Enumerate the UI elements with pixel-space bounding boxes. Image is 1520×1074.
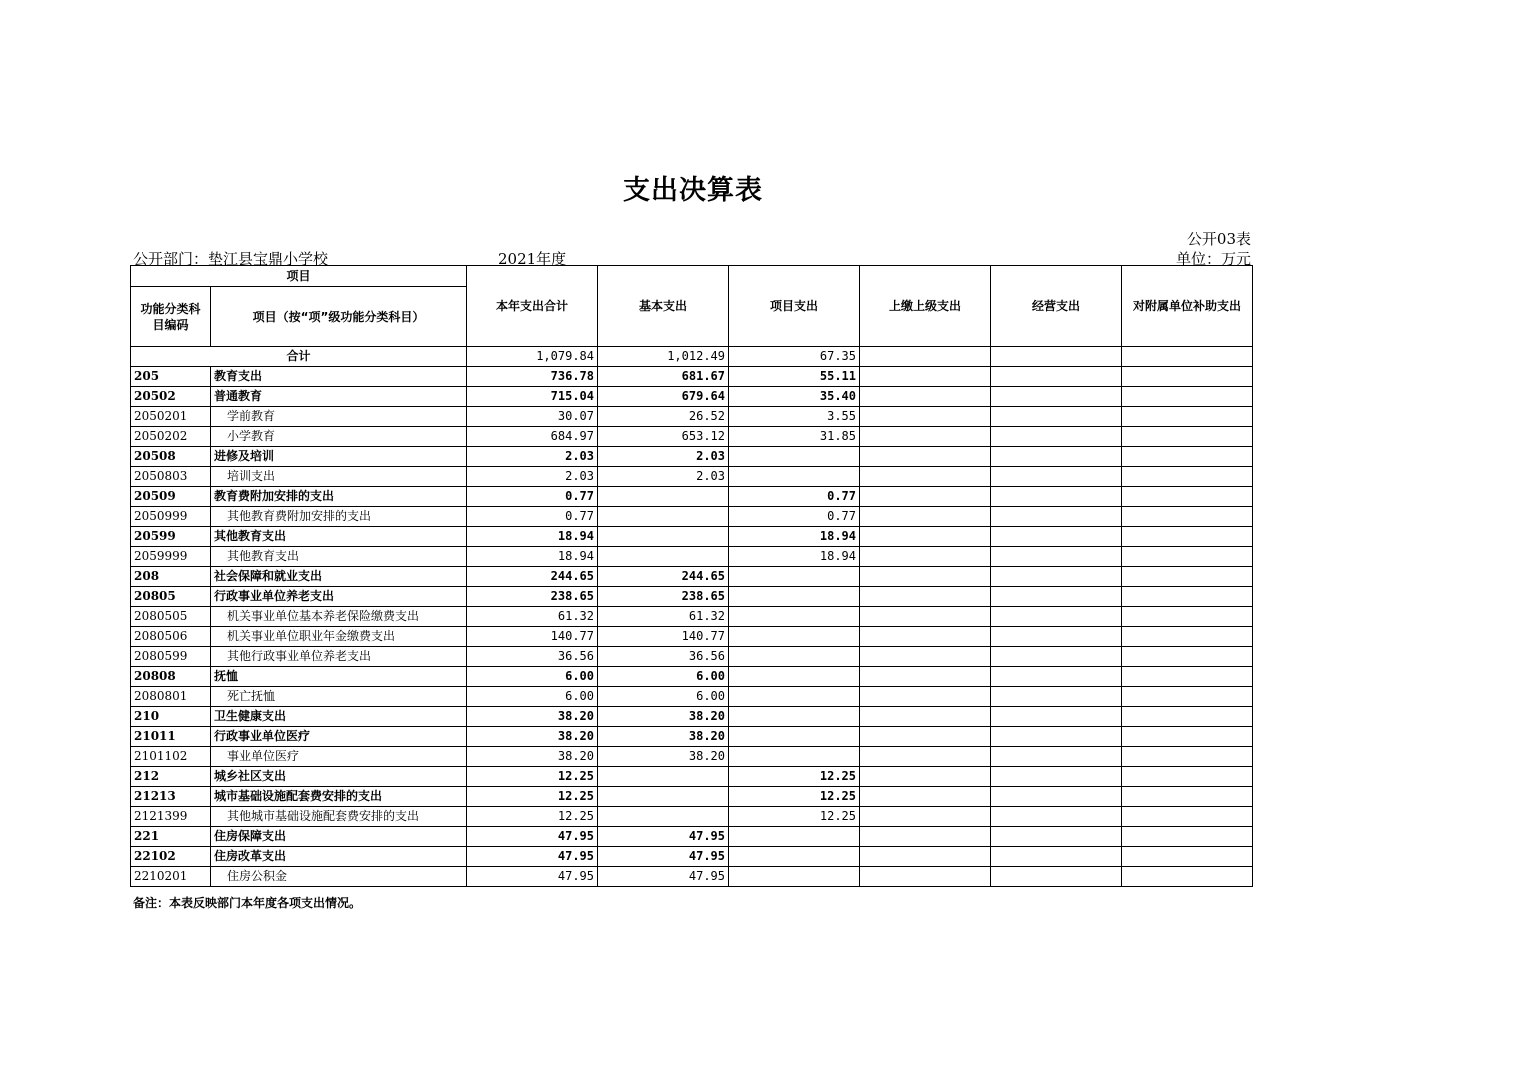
name-cell: 机关事业单位基本养老保险缴费支出: [211, 607, 467, 627]
name-cell: 教育费附加安排的支出: [211, 487, 467, 507]
code-cell: 2080599: [131, 647, 211, 667]
subsidy-cell: [1122, 507, 1253, 527]
name-cell: 卫生健康支出: [211, 707, 467, 727]
table-row: [131, 427, 1253, 447]
upper-cell: [860, 467, 991, 487]
business-cell: [991, 447, 1122, 467]
business-cell: [991, 607, 1122, 627]
subsidy-cell: [1122, 827, 1253, 847]
basic-cell: 38.20: [598, 707, 729, 727]
code-cell: 20808: [131, 667, 211, 687]
business-cell: [991, 747, 1122, 767]
header-name: 项目（按“项”级功能分类科目）: [211, 287, 467, 347]
item-cell: [729, 567, 860, 587]
basic-cell: 36.56: [598, 647, 729, 667]
name-cell: 其他教育费附加安排的支出: [211, 507, 467, 527]
item-cell: 0.77: [729, 507, 860, 527]
header-subsidy: 对附属单位补助支出: [1122, 266, 1253, 347]
subsidy-cell: [1122, 527, 1253, 547]
subsidy-cell: [1122, 767, 1253, 787]
name-cell: 小学教育: [211, 427, 467, 447]
total-cell: 12.25: [467, 767, 598, 787]
code-cell: 20509: [131, 487, 211, 507]
subsidy-cell: [1122, 687, 1253, 707]
upper-cell: [860, 807, 991, 827]
table-row: [131, 387, 1253, 407]
item-cell: 12.25: [729, 787, 860, 807]
table-row: [131, 727, 1253, 747]
subsidy-cell: [1122, 587, 1253, 607]
business-cell: [991, 367, 1122, 387]
upper-cell: [860, 487, 991, 507]
table-row: [131, 567, 1253, 587]
upper-cell: [860, 847, 991, 867]
name-cell: 其他行政事业单位养老支出: [211, 647, 467, 667]
business-cell: [991, 727, 1122, 747]
upper-cell: [860, 827, 991, 847]
header-code: 功能分类科目编码: [131, 287, 211, 347]
basic-cell: [598, 547, 729, 567]
subsidy-cell: [1122, 707, 1253, 727]
upper-cell: [860, 387, 991, 407]
name-cell: 机关事业单位职业年金缴费支出: [211, 627, 467, 647]
code-cell: 2080801: [131, 687, 211, 707]
item-cell: [729, 727, 860, 747]
code-cell: 20599: [131, 527, 211, 547]
subsidy-cell: [1122, 607, 1253, 627]
table-row: [131, 767, 1253, 787]
basic-cell: 47.95: [598, 827, 729, 847]
basic-cell: 6.00: [598, 687, 729, 707]
total-cell: 6.00: [467, 687, 598, 707]
name-cell: 其他教育支出: [211, 547, 467, 567]
business-cell: [991, 527, 1122, 547]
name-cell: 城市基础设施配套费安排的支出: [211, 787, 467, 807]
subsidy-cell: [1122, 847, 1253, 867]
item-cell: [729, 647, 860, 667]
basic-cell: [598, 807, 729, 827]
subsidy-cell: [1122, 467, 1253, 487]
basic-cell: [598, 527, 729, 547]
code-cell: 205: [131, 367, 211, 387]
total-cell: 715.04: [467, 387, 598, 407]
item-cell: [729, 847, 860, 867]
table-row: [131, 547, 1253, 567]
table-row: [131, 447, 1253, 467]
name-cell: 行政事业单位养老支出: [211, 587, 467, 607]
code-cell: 2121399: [131, 807, 211, 827]
code-cell: 221: [131, 827, 211, 847]
total-upper: [860, 347, 991, 367]
business-cell: [991, 467, 1122, 487]
total-cell: 38.20: [467, 707, 598, 727]
upper-cell: [860, 747, 991, 767]
upper-cell: [860, 427, 991, 447]
item-cell: [729, 867, 860, 887]
unit-label: 单位：万元: [1175, 250, 1251, 268]
code-cell: 2080505: [131, 607, 211, 627]
subsidy-cell: [1122, 387, 1253, 407]
total-cell: 38.20: [467, 727, 598, 747]
business-cell: [991, 787, 1122, 807]
code-cell: 21213: [131, 787, 211, 807]
item-cell: [729, 607, 860, 627]
code-cell: 20805: [131, 587, 211, 607]
name-cell: 住房公积金: [211, 867, 467, 887]
upper-cell: [860, 547, 991, 567]
basic-cell: [598, 487, 729, 507]
total-item: 67.35: [729, 347, 860, 367]
total-cell: 2.03: [467, 447, 598, 467]
name-cell: 社会保障和就业支出: [211, 567, 467, 587]
item-cell: [729, 687, 860, 707]
code-cell: 21011: [131, 727, 211, 747]
name-cell: 进修及培训: [211, 447, 467, 467]
business-cell: [991, 567, 1122, 587]
basic-cell: 653.12: [598, 427, 729, 447]
item-cell: [729, 447, 860, 467]
department-label: 公开部门：垫江县宝鼎小学校: [133, 250, 329, 268]
year-label: 2021年度: [498, 250, 567, 268]
upper-cell: [860, 527, 991, 547]
business-cell: [991, 647, 1122, 667]
business-cell: [991, 587, 1122, 607]
table-row: [131, 747, 1253, 767]
form-number: 公开03表: [1186, 230, 1251, 248]
page-title: 支出决算表: [623, 175, 763, 206]
upper-cell: [860, 767, 991, 787]
upper-cell: [860, 727, 991, 747]
header-business: 经营支出: [991, 266, 1122, 347]
subsidy-cell: [1122, 747, 1253, 767]
total-cell: 0.77: [467, 507, 598, 527]
subsidy-cell: [1122, 487, 1253, 507]
item-cell: 3.55: [729, 407, 860, 427]
total-cell: 12.25: [467, 787, 598, 807]
table-row: [131, 667, 1253, 687]
name-cell: 其他城市基础设施配套费安排的支出: [211, 807, 467, 827]
table-row: [131, 807, 1253, 827]
upper-cell: [860, 627, 991, 647]
upper-cell: [860, 667, 991, 687]
total-cell: 47.95: [467, 867, 598, 887]
item-cell: 55.11: [729, 367, 860, 387]
upper-cell: [860, 407, 991, 427]
table-row: [131, 487, 1253, 507]
business-cell: [991, 627, 1122, 647]
upper-cell: [860, 567, 991, 587]
code-cell: 2080506: [131, 627, 211, 647]
item-cell: [729, 707, 860, 727]
basic-cell: [598, 767, 729, 787]
table-row: [131, 707, 1253, 727]
upper-cell: [860, 607, 991, 627]
total-cell: 38.20: [467, 747, 598, 767]
name-cell: 死亡抚恤: [211, 687, 467, 707]
item-cell: [729, 747, 860, 767]
header-total: 本年支出合计: [467, 266, 598, 347]
code-cell: 212: [131, 767, 211, 787]
total-cell: 2.03: [467, 467, 598, 487]
code-cell: 2210201: [131, 867, 211, 887]
business-cell: [991, 807, 1122, 827]
total-cell: 6.00: [467, 667, 598, 687]
basic-cell: 38.20: [598, 727, 729, 747]
name-cell: 抚恤: [211, 667, 467, 687]
basic-cell: 38.20: [598, 747, 729, 767]
business-cell: [991, 687, 1122, 707]
basic-cell: 679.64: [598, 387, 729, 407]
business-cell: [991, 827, 1122, 847]
basic-cell: 47.95: [598, 867, 729, 887]
total-cell: 47.95: [467, 827, 598, 847]
table-row: [131, 527, 1253, 547]
business-cell: [991, 387, 1122, 407]
table-row: [131, 367, 1253, 387]
business-cell: [991, 867, 1122, 887]
code-cell: 20508: [131, 447, 211, 467]
business-cell: [991, 767, 1122, 787]
upper-cell: [860, 447, 991, 467]
total-total: 1,079.84: [467, 347, 598, 367]
basic-cell: 47.95: [598, 847, 729, 867]
subsidy-cell: [1122, 567, 1253, 587]
code-cell: 2050803: [131, 467, 211, 487]
business-cell: [991, 487, 1122, 507]
table-row: [131, 587, 1253, 607]
header-item: 项目支出: [729, 266, 860, 347]
name-cell: 行政事业单位医疗: [211, 727, 467, 747]
code-cell: 2050999: [131, 507, 211, 527]
table-row: [131, 827, 1253, 847]
business-cell: [991, 547, 1122, 567]
item-cell: [729, 667, 860, 687]
code-cell: 22102: [131, 847, 211, 867]
basic-cell: [598, 787, 729, 807]
subsidy-cell: [1122, 627, 1253, 647]
item-cell: 31.85: [729, 427, 860, 447]
basic-cell: 681.67: [598, 367, 729, 387]
upper-cell: [860, 707, 991, 727]
table-row: [131, 407, 1253, 427]
total-basic: 1,012.49: [598, 347, 729, 367]
table-row: [131, 687, 1253, 707]
code-cell: 2050202: [131, 427, 211, 447]
item-cell: 35.40: [729, 387, 860, 407]
basic-cell: 26.52: [598, 407, 729, 427]
name-cell: 培训支出: [211, 467, 467, 487]
header-project: 项目: [131, 266, 467, 287]
total-cell: 30.07: [467, 407, 598, 427]
total-label: 合计: [131, 347, 467, 367]
name-cell: 教育支出: [211, 367, 467, 387]
total-cell: 18.94: [467, 527, 598, 547]
basic-cell: 61.32: [598, 607, 729, 627]
subsidy-cell: [1122, 787, 1253, 807]
upper-cell: [860, 367, 991, 387]
subsidy-cell: [1122, 667, 1253, 687]
table-row: [131, 867, 1253, 887]
upper-cell: [860, 647, 991, 667]
table-row: [131, 507, 1253, 527]
table-row: [131, 787, 1253, 807]
table-row: [131, 847, 1253, 867]
total-row: [131, 347, 1253, 367]
total-cell: 140.77: [467, 627, 598, 647]
name-cell: 普通教育: [211, 387, 467, 407]
code-cell: 210: [131, 707, 211, 727]
header-upper: 上缴上级支出: [860, 266, 991, 347]
subsidy-cell: [1122, 427, 1253, 447]
total-cell: 244.65: [467, 567, 598, 587]
basic-cell: 140.77: [598, 627, 729, 647]
name-cell: 学前教育: [211, 407, 467, 427]
subsidy-cell: [1122, 867, 1253, 887]
total-business: [991, 347, 1122, 367]
business-cell: [991, 667, 1122, 687]
total-cell: 12.25: [467, 807, 598, 827]
code-cell: 2059999: [131, 547, 211, 567]
total-cell: 18.94: [467, 547, 598, 567]
total-cell: 736.78: [467, 367, 598, 387]
total-cell: 0.77: [467, 487, 598, 507]
item-cell: 12.25: [729, 807, 860, 827]
subsidy-cell: [1122, 447, 1253, 467]
business-cell: [991, 847, 1122, 867]
table-row: [131, 627, 1253, 647]
basic-cell: 238.65: [598, 587, 729, 607]
business-cell: [991, 427, 1122, 447]
basic-cell: 2.03: [598, 447, 729, 467]
total-cell: 47.95: [467, 847, 598, 867]
item-cell: 0.77: [729, 487, 860, 507]
name-cell: 其他教育支出: [211, 527, 467, 547]
subsidy-cell: [1122, 807, 1253, 827]
item-cell: [729, 627, 860, 647]
item-cell: 18.94: [729, 547, 860, 567]
total-cell: 684.97: [467, 427, 598, 447]
table-row: [131, 607, 1253, 627]
code-cell: 20502: [131, 387, 211, 407]
name-cell: 住房改革支出: [211, 847, 467, 867]
subsidy-cell: [1122, 367, 1253, 387]
expenditure-table: [130, 265, 1253, 887]
footnote: 备注：本表反映部门本年度各项支出情况。: [133, 896, 362, 910]
basic-cell: 244.65: [598, 567, 729, 587]
upper-cell: [860, 867, 991, 887]
code-cell: 2050201: [131, 407, 211, 427]
item-cell: [729, 587, 860, 607]
code-cell: 208: [131, 567, 211, 587]
basic-cell: 2.03: [598, 467, 729, 487]
subsidy-cell: [1122, 647, 1253, 667]
business-cell: [991, 407, 1122, 427]
code-cell: 2101102: [131, 747, 211, 767]
name-cell: 住房保障支出: [211, 827, 467, 847]
name-cell: 事业单位医疗: [211, 747, 467, 767]
table-row: [131, 647, 1253, 667]
item-cell: 12.25: [729, 767, 860, 787]
subsidy-cell: [1122, 547, 1253, 567]
total-cell: 238.65: [467, 587, 598, 607]
subsidy-cell: [1122, 727, 1253, 747]
business-cell: [991, 707, 1122, 727]
table-row: [131, 467, 1253, 487]
total-subsidy: [1122, 347, 1253, 367]
subsidy-cell: [1122, 407, 1253, 427]
name-cell: 城乡社区支出: [211, 767, 467, 787]
item-cell: [729, 467, 860, 487]
upper-cell: [860, 687, 991, 707]
upper-cell: [860, 587, 991, 607]
total-cell: 36.56: [467, 647, 598, 667]
item-cell: 18.94: [729, 527, 860, 547]
upper-cell: [860, 507, 991, 527]
header-basic: 基本支出: [598, 266, 729, 347]
total-cell: 61.32: [467, 607, 598, 627]
basic-cell: [598, 507, 729, 527]
header-row-project: [131, 266, 1253, 287]
upper-cell: [860, 787, 991, 807]
item-cell: [729, 827, 860, 847]
basic-cell: 6.00: [598, 667, 729, 687]
business-cell: [991, 507, 1122, 527]
